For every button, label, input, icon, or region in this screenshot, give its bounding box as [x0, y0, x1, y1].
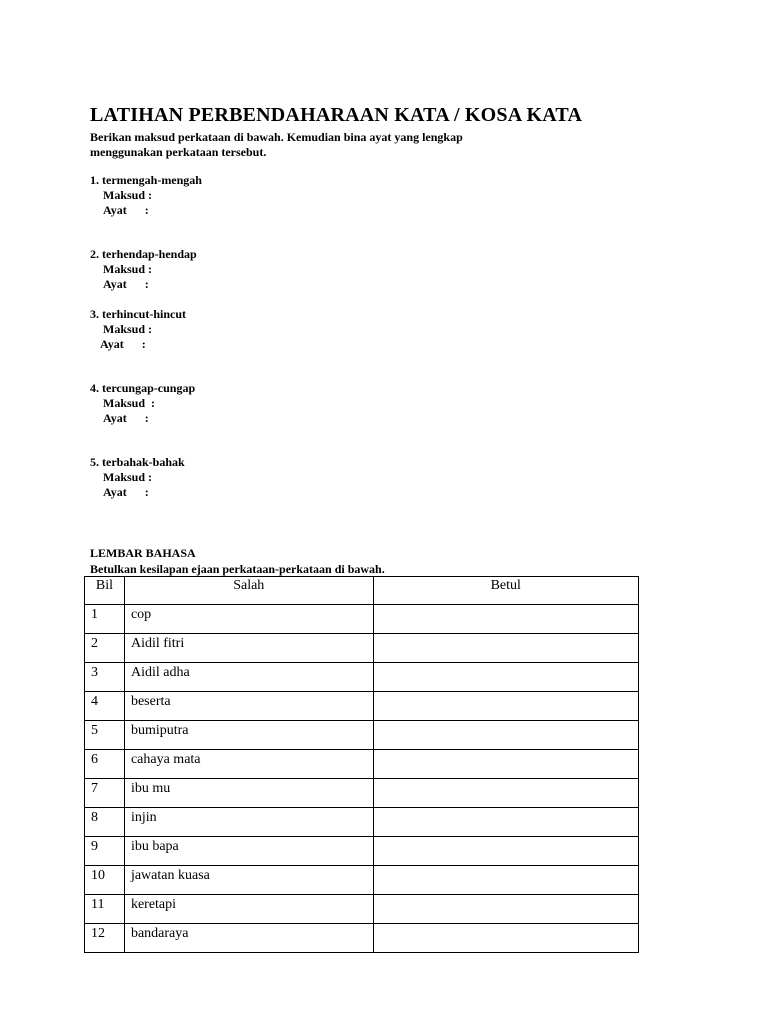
cell-betul[interactable]: [373, 721, 638, 750]
table-row: [85, 750, 639, 779]
cell-betul[interactable]: [373, 605, 638, 634]
question-5: [90, 455, 185, 500]
table-row: [85, 779, 639, 808]
table-row: [85, 895, 639, 924]
question-word: 2. terhendap-hendap: [90, 247, 197, 261]
cell-bil: 4: [85, 692, 125, 721]
header-betul: Betul: [373, 577, 638, 605]
cell-betul[interactable]: [373, 808, 638, 837]
section-title: LEMBAR BAHASA: [90, 546, 196, 560]
question-1: [90, 173, 202, 218]
cell-bil: 1: [85, 605, 125, 634]
table-row: [85, 837, 639, 866]
cell-salah: Aidil adha: [124, 663, 373, 692]
instruction-line-2: menggunakan perkataan tersebut.: [90, 145, 267, 159]
cell-betul[interactable]: [373, 924, 638, 953]
table-row: [85, 924, 639, 953]
cell-bil: 6: [85, 750, 125, 779]
cell-salah: cahaya mata: [124, 750, 373, 779]
table-row: [85, 634, 639, 663]
maksud-label: Maksud :: [103, 322, 153, 336]
question-word: 1. termengah-mengah: [90, 173, 202, 187]
table-row: [85, 866, 639, 895]
table-row: [85, 808, 639, 837]
cell-betul[interactable]: [373, 895, 638, 924]
instruction: [90, 130, 550, 160]
cell-salah: injin: [124, 808, 373, 837]
table-row: [85, 605, 639, 634]
table-row: [85, 721, 639, 750]
cell-bil: 2: [85, 634, 125, 663]
question-2: [90, 247, 197, 292]
cell-betul[interactable]: [373, 779, 638, 808]
cell-salah: bumiputra: [124, 721, 373, 750]
ayat-label: Ayat :: [103, 411, 149, 425]
table-row: [85, 663, 639, 692]
page-title: LATIHAN PERBENDAHARAAN KATA / KOSA KATA: [90, 104, 583, 126]
instruction-line-1: Berikan maksud perkataan di bawah. Kemudian bina ayat yang lengkap: [90, 130, 463, 144]
cell-betul[interactable]: [373, 750, 638, 779]
cell-salah: keretapi: [124, 895, 373, 924]
question-word: 3. terhincut-hincut: [90, 307, 186, 321]
table-header-row: [85, 577, 639, 605]
cell-betul[interactable]: [373, 692, 638, 721]
ayat-label: Ayat :: [103, 203, 149, 217]
cell-bil: 10: [85, 866, 125, 895]
maksud-label: Maksud :: [103, 470, 153, 484]
question-word: 4. tercungap-cungap: [90, 381, 196, 395]
cell-bil: 11: [85, 895, 125, 924]
table-row: [85, 692, 639, 721]
ayat-label: Ayat :: [103, 485, 149, 499]
cell-bil: 12: [85, 924, 125, 953]
cell-bil: 8: [85, 808, 125, 837]
cell-salah: cop: [124, 605, 373, 634]
header-salah: Salah: [124, 577, 373, 605]
maksud-label: Maksud :: [103, 262, 153, 276]
cell-salah: jawatan kuasa: [124, 866, 373, 895]
cell-betul[interactable]: [373, 663, 638, 692]
cell-betul[interactable]: [373, 837, 638, 866]
cell-salah: ibu bapa: [124, 837, 373, 866]
ayat-label: Ayat :: [103, 277, 149, 291]
header-bil: Bil: [85, 577, 125, 605]
cell-betul[interactable]: [373, 866, 638, 895]
ayat-label: Ayat :: [100, 337, 146, 351]
cell-betul[interactable]: [373, 634, 638, 663]
cell-salah: ibu mu: [124, 779, 373, 808]
question-3: [90, 307, 186, 352]
cell-bil: 7: [85, 779, 125, 808]
cell-salah: bandaraya: [124, 924, 373, 953]
question-word: 5. terbahak-bahak: [90, 455, 185, 469]
cell-bil: 5: [85, 721, 125, 750]
section-instruction: Betulkan kesilapan ejaan perkataan-perkataan di bawah.: [90, 562, 385, 576]
cell-salah: beserta: [124, 692, 373, 721]
cell-bil: 9: [85, 837, 125, 866]
maksud-label: Maksud :: [103, 188, 153, 202]
cell-salah: Aidil fitri: [124, 634, 373, 663]
question-4: [90, 381, 195, 426]
cell-bil: 3: [85, 663, 125, 692]
maksud-label: Maksud :: [103, 396, 156, 410]
spelling-table: [84, 576, 639, 953]
